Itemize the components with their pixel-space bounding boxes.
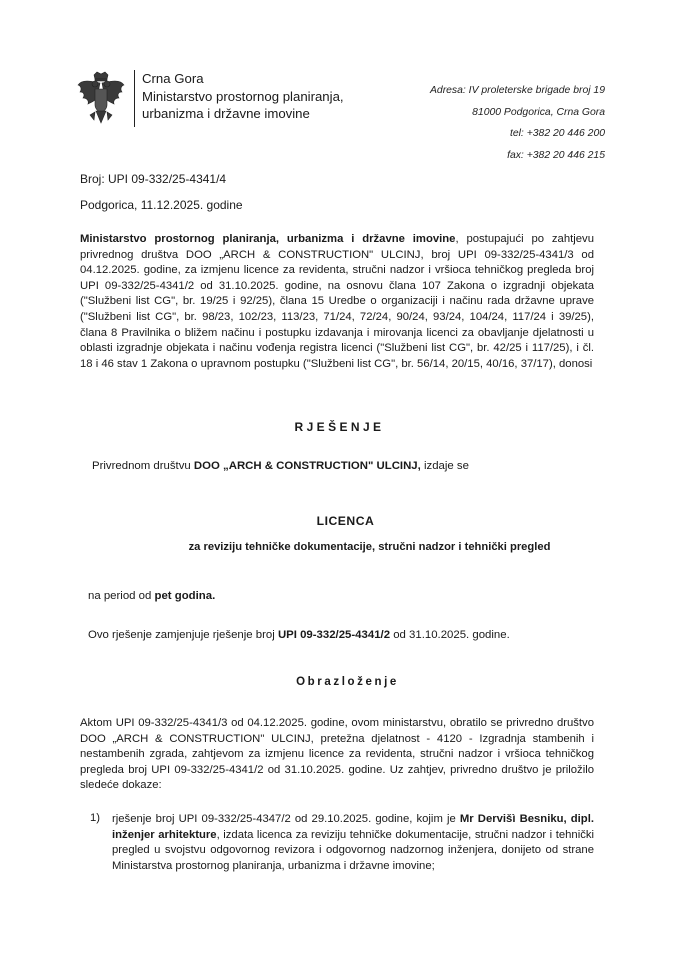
licence-subtitle: za reviziju tehničke dokumentacije, stručni nadzor i tehnički pregled (188, 541, 551, 553)
list-item (112, 812, 594, 874)
reasoning-title: Obrazloženje (296, 676, 399, 688)
contact-address: Adresa: IV proleterske brigade broj 19 (429, 85, 605, 96)
grant-prefix: Privrednom društvu (92, 460, 194, 472)
replace-line (88, 629, 510, 641)
list-item-suffix: , izdata licenca za reviziju tehničke dokumentacije, stručni nadzor i tehnički pregled u svojstvu odgovornog revizora i odgovornog nadzornog inženjera, donijeto od strane Ministarstva prostornog planiranja, urbanizma i državne imovine; (112, 828, 595, 872)
ministry-name: Ministarstvo prostornog planiranja, urbanizma i državne imovine (80, 233, 456, 245)
institution-line: Crna Gora (142, 71, 204, 86)
place-date: Podgorica, 11.12.2025. godine (80, 198, 243, 212)
replace-suffix: od 31.10.2025. godine. (390, 629, 510, 641)
intro-text: , postupajući po zahtjevu privrednog društva DOO „ARCH & CONSTRUCTION" ULCINJ, broj UPI 09-332/25-4341/3 od 04.12.2025. godine, za izmjenu licence za revidenta, stručni nadzor i vršioca tehničkog pregleda broj UPI 09-332/25-4341/2 od 31.10.2025. godine, na osnovu člana 107 Zakona o izgradnji objekata ("Službeni list CG", br. 19/25 i 92/25), člana 15 Uredbe o organizaciji i načinu rada državne uprave ("Službeni list CG", br. 98/23, 102/23, 113/23, 71/24, 72/24, 90/24, 93/24, 104/24, 117/24 i 39/25), člana 8 Pravilnika o bližem načinu i postupku izdavanja i mirovanja licenci za obavljanje djelatnosti u oblasti izgradnje objekata i načinu vođenja registra licenci ("Službeni list CG", br. 42/25 i 117/25), i čl. 18 i 46 stav 1 Zakona o upravnom postupku ("Službeni list CG", br. 56/14, 20/15, 40/16, 37/17), donosi (80, 233, 594, 370)
contact-block (430, 80, 605, 166)
grant-suffix: izdaje se (420, 460, 469, 472)
replace-prefix: Ovo rješenje zamjenjuje rješenje broj (88, 629, 278, 641)
reasoning-paragraph: Aktom UPI 09-332/25-4341/3 od 04.12.2025. godine, ovom ministarstvu, obratilo se privredno društvo DOO „ARCH & CONSTRUCTION" ULCINJ, pretežna djelatnost - 4120 - Izgradnja stambenih i nestambenih zgrada, zahtjevom za izmjenu licence za revidenta, stručni nadzor i vršioca tehničkog pregleda broj UPI 09-332/25-4341/2 od 31.10.2025. godine. Uz zahtjev, privredno društvo je priložilo sledeće dokaze: (80, 717, 594, 792)
list-number: 1) (90, 812, 101, 824)
header-divider (134, 70, 135, 127)
grant-line (92, 460, 469, 472)
institution-line: Ministarstvo prostornog planiranja, (142, 88, 344, 104)
document-number: Broj: UPI 09-332/25-4341/4 (80, 172, 227, 186)
company-name: DOO „ARCH & CONSTRUCTION" ULCINJ, (193, 460, 421, 472)
replaced-number: UPI 09-332/25-4341/2 (277, 629, 391, 641)
contact-phone: tel: +382 20 446 200 (509, 128, 605, 139)
institution-name (142, 70, 344, 123)
contact-city: 81000 Podgorica, Crna Gora (472, 106, 605, 118)
decision-title: RJEŠENJE (294, 420, 385, 434)
institution-line: urbanizma i državne imovine (142, 106, 310, 121)
list-item-prefix: rješenje broj UPI 09-332/25-4347/2 od 29.10.2025. godine, kojim je (112, 813, 460, 825)
period-value: pet godina. (154, 590, 216, 602)
period-prefix: na period od (88, 590, 155, 602)
list-item-name: Mr Dervišì Besniku, dipl. inženjer arhitekture (112, 813, 594, 841)
period-line (88, 590, 215, 602)
coat-of-arms-icon (76, 71, 126, 127)
intro-paragraph (80, 232, 594, 372)
contact-fax: fax: +382 20 446 215 (507, 149, 605, 161)
licence-title: LICENCA (316, 514, 375, 528)
